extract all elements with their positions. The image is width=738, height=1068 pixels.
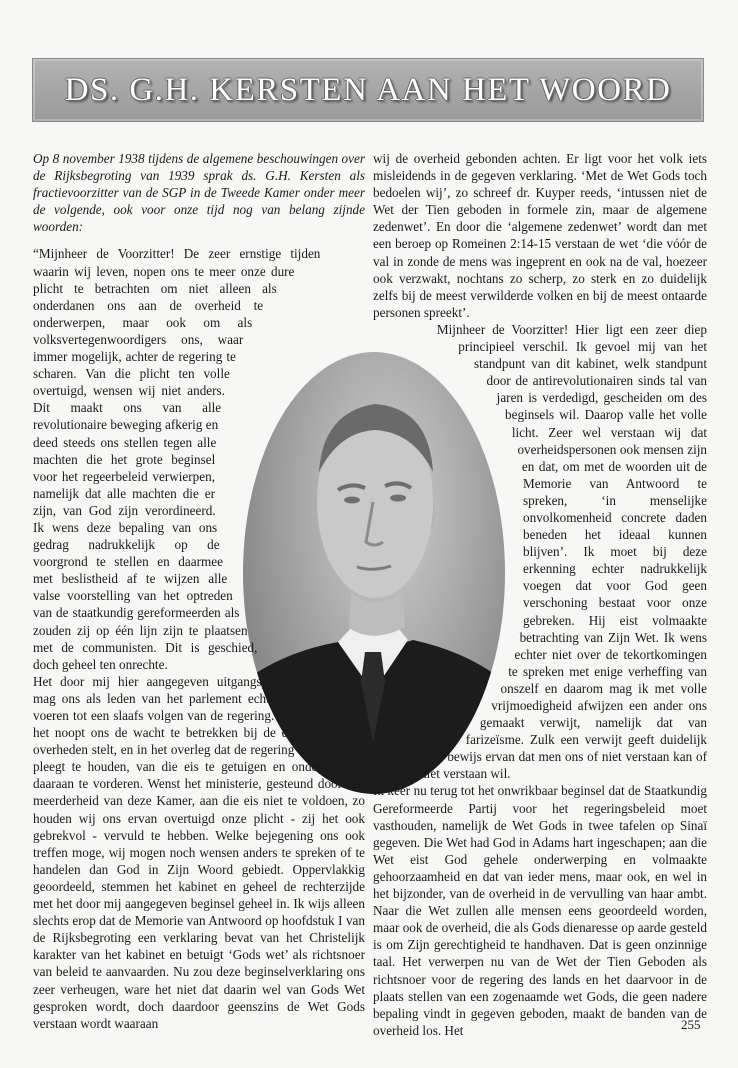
right-column bbox=[373, 150, 707, 1039]
page-number: 255 bbox=[681, 1017, 701, 1032]
body-paragraph: “Mijnheer de Voorzitter! De zeer ernstige tijden waarin wij leven, nopen ons te meer onze dure plicht te betrachten om niet alleen als onderdanen ons aan de overheid te onderwerpen, maar ook om als volksvertegenwoordigers ons, waar immer mogelijk, achter de regering te scharen. Van die plicht ten volle overtuigd, wensen wij niet anders. Dit maakt ons van alle revolutionaire beweging afkerig en deed steeds ons stellen tegen alle machten die het grote beginsel voor het regeerbeleid verwierpen, namelijk dat alle machten die er zijn, van God zijn verordineerd. Ik wens deze bepaling van ons gedrag nadrukkelijk op de voorgrond te stellen en daarmee met beslistheid af te wijzen alle valse voorstelling van het optreden van de staatkundig gereformeerden als zouden zij op één lijn zijn te plaatsen met de communisten. Dit is geschied, doch geheel ten onrechte. bbox=[33, 246, 321, 672]
body-paragraph: Het door mij hier aangegeven uitgangspunt mag ons als leden van het parlement echter niet voeren tot een slaafs volgen van de regering. Integendeel, het noopt ons de wacht te betrekken bij de eis die God de overheden stelt, en in het overleg dat de regering met het volk pleegt te houden, van die eis te getuigen en onderwerping daaraan te vorderen. Wenst het ministerie, gesteund door een meerderheid van deze Kamer, aan die eis niet te voldoen, zo houden wij ons ervan overtuigd onze plicht - zij het ook gebrekvol - vervuld te hebben. Welke bejegening ons ook treffen moge, wij mogen noch wensen anders te spreken of te handelen dan God in Zijn Woord gebiedt. Oppervlakkig geoordeeld, stemmen het kabinet en geheel de rechterzijde met het door mij aangegeven beginsel geheel in. Ik wijs alleen slechts erop dat de Memorie van Antwoord op hoofdstuk I van de Rijksbegroting een verklaring bevat van het Christelijk karakter van het kabinet en betuigt ‘Gods wet’ als richtsnoer van beleid te aanvaarden. Nu zou deze beginselverklaring ons zeer verheugen, ware het niet dat daarin wel van Gods Wet gesproken wordt, doch daardoor geenszins de Wet Gods verstaan wordt waaraan bbox=[33, 673, 365, 1031]
body-paragraph: wij de overheid gebonden achten. Er ligt voor het volk iets misleidends in de gegeven verklaring. ‘Met de Wet Gods toch bedoelen wij’, zo schreef dr. Kuyper reeds, ‘intussen niet de Wet der Tien geboden in formele zin, maar de algemene zedenwet’. En door die ‘algemene zedenwet’ wordt dan met een beroep op Romeinen 2:14-15 verstaan de wet ‘die vóór de val in zonde de mens was ingeprent en ook na de val, hoezeer ook verzwakt, nochtans zo scherp, zo sterk en zo duidelijk zelfs bij de meest verwilderde volken en bij de meest ontaarde personen spreekt’. bbox=[373, 151, 707, 320]
title-banner bbox=[32, 58, 704, 122]
body-paragraph: Mijnheer de Voorzitter! Hier ligt een zeer diep principieel verschil. Ik gevoel mij van het standpunt van dit kabinet, welk standpunt door de antirevolutionairen sinds tal van jaren is verdedigd, gescheiden om des beginsels wil. Daarop valle het volle licht. Zeer wel verstaan wij dat overheidspersonen ook mensen zijn en dat, om met de woorden uit de Memorie van Antwoord te spreken, ‘in menselijke onvolkomenheid concrete daden beneden het ideaal kunnen blijven’. Ik moet bij deze erkenning echter nadrukkelijk voegen dat voor God geen verschoning bestaat voor onze gebreken. Hij eist volmaakte betrachting van Zijn Wet. Ik wens echter niet over de tekortkomingen te spreken met enige verheffing van onszelf en daarom mag ik met volle vrijmoedigheid afwijzen een ander ons gemaakt verwijt, namelijk dat van farizeïsme. Zulk een verwijt geeft duidelijk bewijs ervan dat men ons of niet verstaan kan of niet verstaan wil. bbox=[420, 321, 707, 782]
body-paragraph: Ik keer nu terug tot het onwrikbaar beginsel dat de Staatkundig Gereformeerde Partij voor het regeringsbeleid moet vasthouden, namelijk de Wet Gods in twee tafelen op Sinaï gegeven. Die Wet had God in Adams hart ingeschapen; aan die Wet eist God gehele onderwerping en volmaakte gehoorzaamheid en dat van ieder mens, maar ook, en wel in het bijzonder, van de overheid in de vervulling van haar ambt. Naar die Wet zullen alle mensen eens geoordeeld worden, maar ook de overheid, die als Gods dienaresse op aarde gesteld is om Zijn gerechtigheid te handhaven. Dat is geen onzinnige taal. Het verwerpen nu van de Wet der Tien Geboden als richtsnoer voor de regering des lands en het daarvoor in de plaats stellen van een zogenaamde wet Gods, die geen nadere bepaling vindt in gegeven geboden, maakt de banden van de overheid los. Het bbox=[373, 783, 707, 1038]
left-column bbox=[33, 150, 365, 1032]
page-title: DS. G.H. KERSTEN AAN HET WOORD bbox=[64, 71, 672, 108]
intro-paragraph: Op 8 november 1938 tijdens de algemene beschouwingen over de Rijksbegroting van 1939 sprak ds. G.H. Kersten als fractievoorzitter van de SGP in de Tweede Kamer onder meer de volgende, ook voor onze tijd nog van belang zijnde woorden: bbox=[33, 151, 365, 235]
